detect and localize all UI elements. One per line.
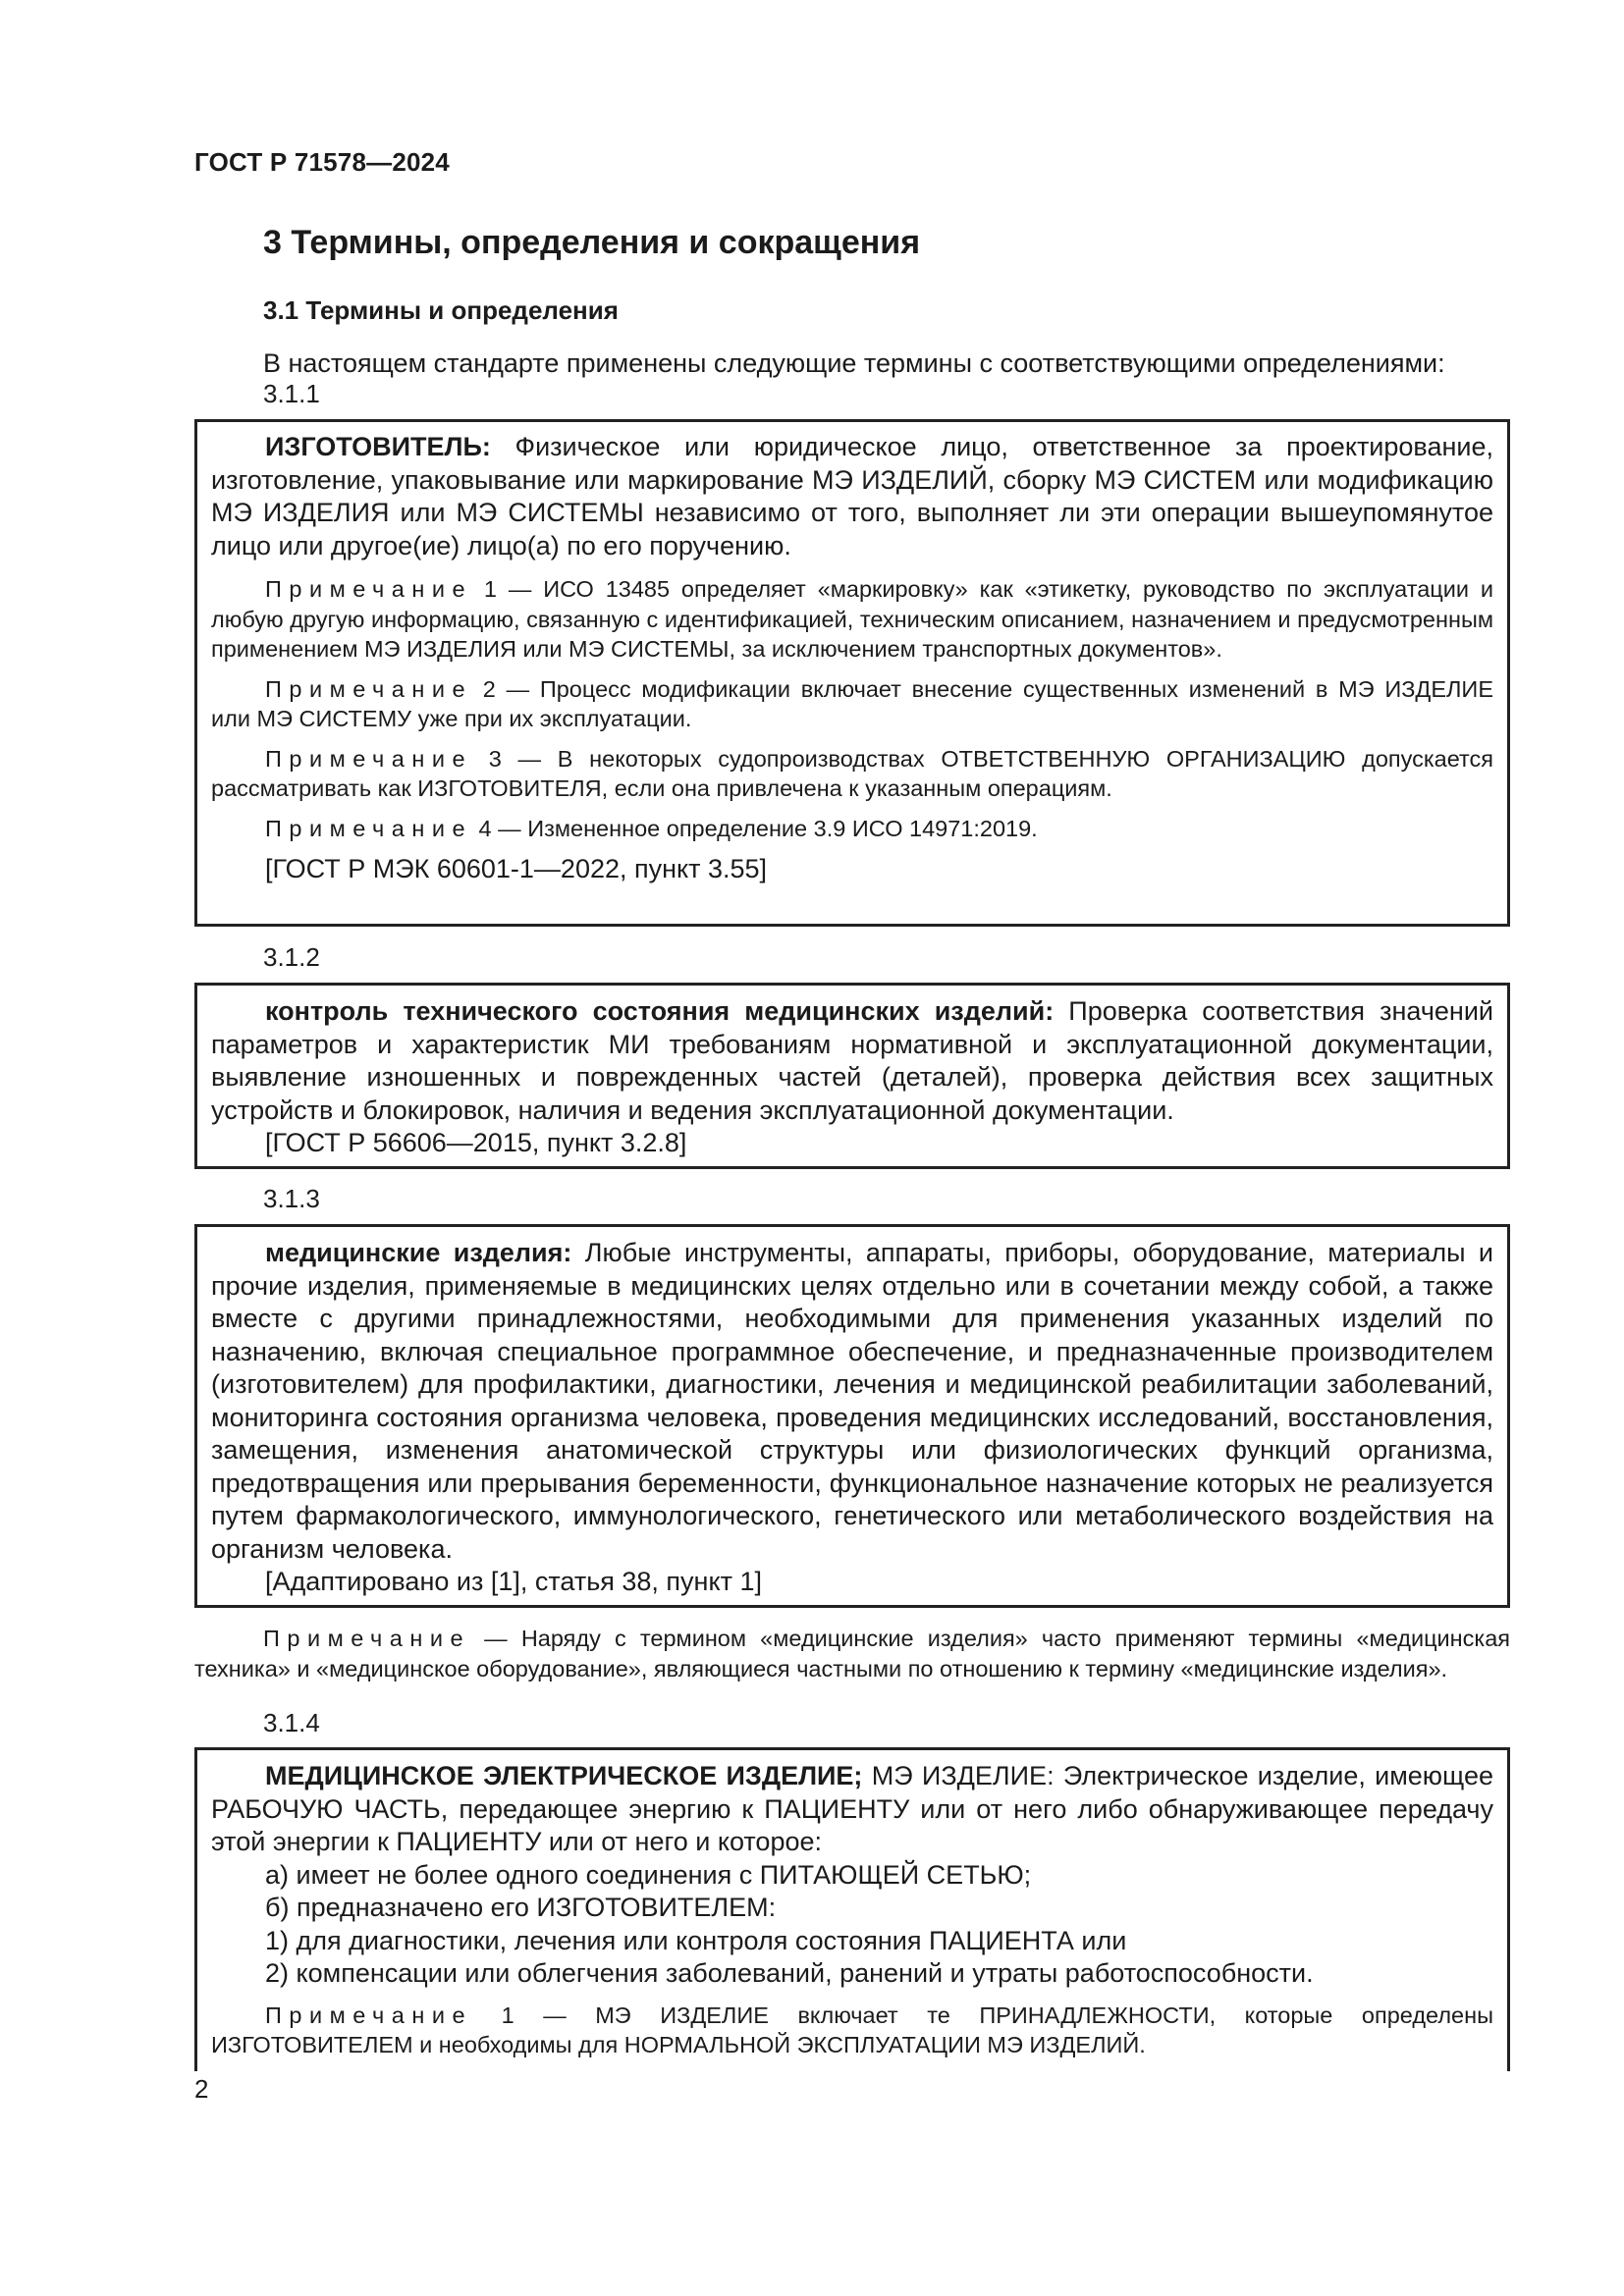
note (211, 744, 1493, 804)
term-box-me-device (194, 1747, 1510, 2071)
list-item: 2) компенсации или облегчения заболеваний, ранений и утраты работоспособности. (265, 1958, 1314, 1988)
list-item: а) имеет не более одного соединения с ПИТАЮЩЕЙ СЕТЬЮ; (265, 1859, 1032, 1890)
definition-text: Физическое или юридическое лицо, ответственное за проектирование, изготовление, упаковывание или маркирование МЭ ИЗДЕЛИЙ, сборку МЭ СИСТЕМ или модификацию МЭ ИЗДЕЛИЯ или МЭ СИСТЕМЫ независимо от того, выполняет ли эти операции вышеупомянутое лицо или другое(ие) лицо(а) по его поручению. (211, 432, 1493, 561)
intro-text: В настоящем стандарте применены следующие термины с соответствующими определениями: (263, 348, 1445, 378)
term-definition (211, 1237, 1493, 1566)
term-name: МЕДИЦИНСКОЕ ЭЛЕКТРИЧЕСКОЕ ИЗДЕЛИЕ; (265, 1761, 863, 1790)
term-name: ИЗГОТОВИТЕЛЬ: (265, 432, 491, 461)
note (211, 574, 1493, 665)
term-name: медицинские изделия: (265, 1238, 572, 1267)
list-item: б) предназначено его ИЗГОТОВИТЕЛЕМ: (265, 1893, 777, 1922)
note-label: Примечание (265, 2002, 473, 2028)
note-label: Примечание (265, 815, 473, 841)
note (211, 814, 1493, 844)
term-source: [Адаптировано из [1], статья 38, пункт 1] (265, 1567, 762, 1596)
subsection-title: 3.1 Термины и определения (263, 295, 619, 325)
definition-text: Любые инструменты, аппараты, приборы, оборудование, материалы и прочие изделия, применяемые в медицинских целях отдельно или в сочетании между собой, а также вместе с другими принадлежностями, необходимыми для применения указанных изделий по назначению, включая специальное программное обеспечение, и предназначенные производителем (изготовителем) для профилактики, диагностики, лечения и медицинской реабилитации заболеваний, мониторинга состояния организма человека, проведения медицинских исследований, восстановления, замещения, изменения анатомической структуры или физиологических функций организма, предотвращения или прерывания беременности, функциональное назначение которых не реализуется путем фармакологического, иммунологического, генетического или метаболического воздействия на организм человека. (211, 1238, 1493, 1564)
term-number: 3.1.4 (263, 1708, 320, 1737)
note-label: Примечание (265, 745, 473, 772)
note (211, 2001, 1493, 2060)
note-label: Примечание (265, 576, 473, 602)
term-source: [ГОСТ Р МЭК 60601-1—2022, пункт 3.55] (265, 854, 768, 883)
section-title: 3 Термины, определения и сокращения (263, 224, 921, 261)
term-definition (211, 431, 1493, 562)
page-number: 2 (194, 2074, 209, 2104)
note-label: Примечание (263, 1626, 471, 1651)
note-text: — Наряду с термином «медицинские изделия» часто применяют термины «медицинская техника» и «медицинское оборудование», являющиеся частными по отношению к термину «медицинские изделия». (194, 1626, 1510, 1682)
term-definition (211, 995, 1493, 1127)
note-text: 1 — МЭ ИЗДЕЛИЕ включает те ПРИНАДЛЕЖНОСТИ, которые определены ИЗГОТОВИТЕЛЕМ и необходимы для НОРМАЛЬНОЙ ЭКСПЛУАТАЦИИ МЭ ИЗДЕЛИЙ. (211, 2002, 1493, 2057)
term-number: 3.1.3 (263, 1184, 320, 1213)
term-box-manufacturer (194, 419, 1510, 927)
note-label: Примечание (265, 675, 473, 702)
term-number: 3.1.1 (263, 379, 320, 408)
term-name: контроль технического состояния медицинских изделий: (265, 996, 1055, 1026)
note-text: 3 — В некоторых судопроизводствах ОТВЕТСТВЕННУЮ ОРГАНИЗАЦИЮ допускается рассматривать как ИЗГОТОВИТЕЛЯ, если она привлечена к указанным операциям. (211, 745, 1493, 801)
note (211, 674, 1493, 734)
document-code: ГОСТ Р 71578—2024 (194, 147, 450, 177)
term-box-technical-control (194, 983, 1510, 1169)
note-text: 4 — Измененное определение 3.9 ИСО 14971:2019. (472, 815, 1038, 841)
term-source: [ГОСТ Р 56606—2015, пункт 3.2.8] (265, 1128, 687, 1157)
note (194, 1624, 1510, 1684)
term-box-medical-devices (194, 1224, 1510, 1608)
term-number: 3.1.2 (263, 942, 320, 972)
note-text: 2 — Процесс модификации включает внесение существенных изменений в МЭ ИЗДЕЛИЕ или МЭ СИСТЕМУ уже при их эксплуатации. (211, 675, 1493, 731)
list-item: 1) для диагностики, лечения или контроля состояния ПАЦИЕНТА или (265, 1925, 1127, 1955)
term-definition (211, 1760, 1493, 1859)
definition-text: Проверка соответствия значений параметров и характеристик МИ требованиям нормативной и эксплуатационной документации, выявление изношенных и поврежденных частей (деталей), проверка действия всех защитных устройств и блокировок, наличия и ведения эксплуатационной документации. (211, 996, 1493, 1125)
definition-text: МЭ ИЗДЕЛИЕ: Электрическое изделие, имеющее РАБОЧУЮ ЧАСТЬ, передающее энергию к ПАЦИЕНТУ или от него либо обнаруживающее передачу этой энергии к ПАЦИЕНТУ или от него и которое: (211, 1761, 1494, 1856)
note-text: 1 — ИСО 13485 определяет «маркировку» как «этикетку, руководство по эксплуатации и любую другую информацию, связанную с идентификацией, техническим описанием, назначением и предусмотренным применением МЭ ИЗДЕЛИЯ или МЭ СИСТЕМЫ, за исключением транспортных документов». (211, 576, 1493, 662)
criteria-list (211, 1859, 1493, 1991)
